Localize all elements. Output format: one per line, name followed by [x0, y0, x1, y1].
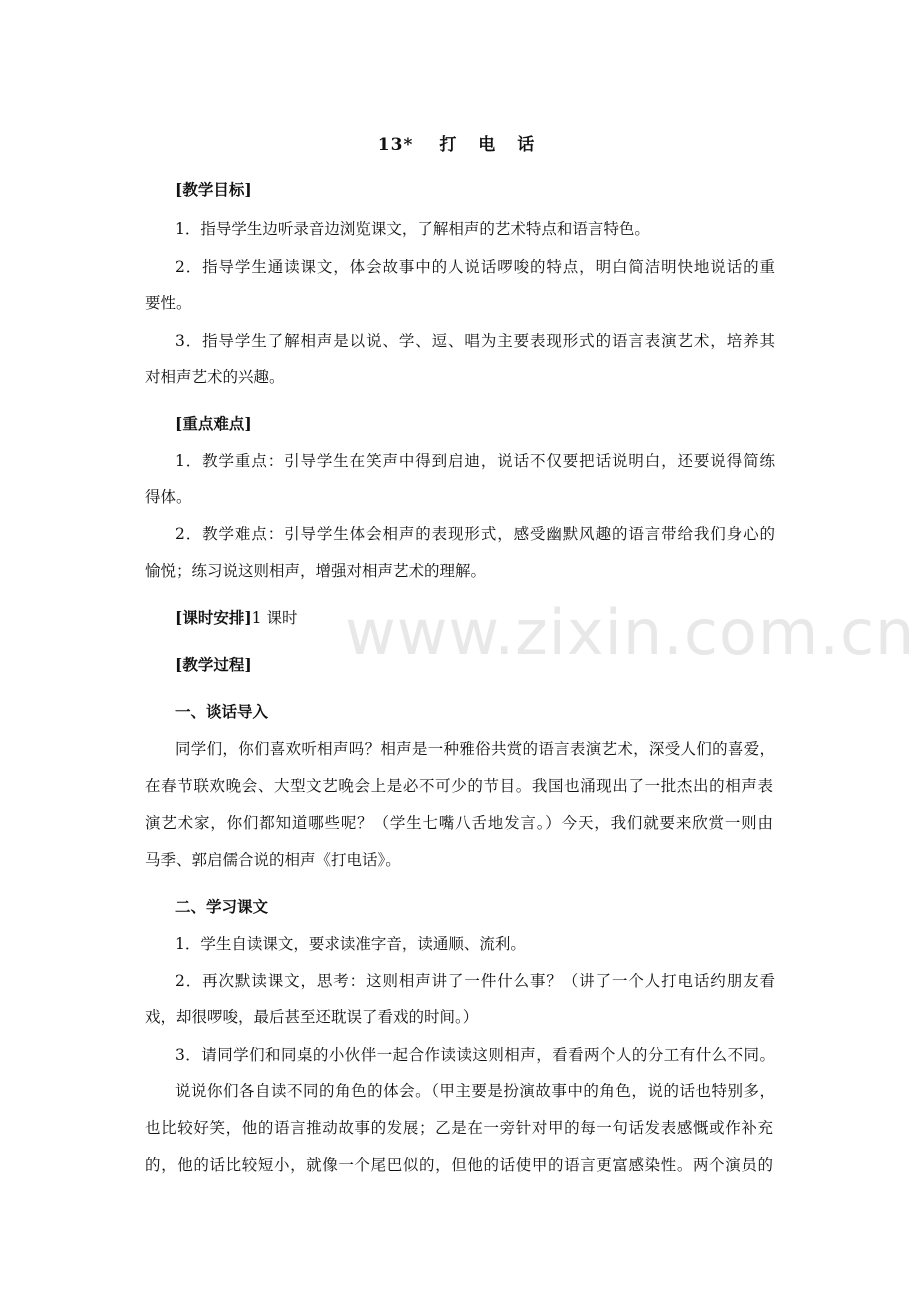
watermark: www.zixin.com.cn: [345, 596, 916, 669]
section-2-heading: 二、学习课文: [175, 897, 269, 916]
section-1-paragraph-line-2: 在春节联欢晚会、大型文艺晚会上是必不可少的节目。我国也涌现出了一批杰出的相声表: [145, 777, 773, 795]
goals-item-3-line-2: 对相声艺术的兴趣。: [145, 368, 285, 386]
keypoints-item-1-line-1: 1．教学重点：引导学生在笑声中得到启迪，说话不仅要把话说明白，还要说得简练: [175, 452, 775, 470]
goals-item-2-line-1: 2．指导学生通读课文，体会故事中的人说话啰唆的特点，明白简洁明快地说话的重: [175, 258, 775, 276]
goals-heading: [教学目标]: [175, 180, 252, 199]
keypoints-item-1-line-2: 得体。: [145, 488, 192, 506]
process-heading: [教学过程]: [175, 655, 252, 674]
goals-item-1: 1．指导学生边听录音边浏览课文，了解相声的艺术特点和语言特色。: [175, 220, 650, 238]
section-2-item-3: 3．请同学们和同桌的小伙伴一起合作读读这则相声，看看两个人的分工有什么不同。: [175, 1046, 775, 1064]
section-2-paragraph-line-2: 也比较好笑，他的语言推动故事的发展；乙是在一旁针对甲的每一句话发表感慨或作补充: [145, 1119, 773, 1137]
goals-item-2-line-2: 要性。: [145, 294, 192, 312]
section-1-heading: 一、谈话导入: [175, 702, 269, 721]
schedule-value: 1 课时: [251, 609, 298, 627]
page-title: [0, 130, 920, 155]
goals-item-3-line-1: 3．指导学生了解相声是以说、学、逗、唱为主要表现形式的语言表演艺术，培养其: [175, 332, 775, 350]
section-1-paragraph-line-1: 同学们，你们喜欢听相声吗？相声是一种雅俗共赏的语言表演艺术，深受人们的喜爱，: [175, 740, 775, 758]
section-2-item-1: 1．学生自读课文，要求读准字音，读通顺、流利。: [175, 935, 526, 953]
section-2-paragraph-line-1: 说说你们各自读不同的角色的体会。（甲主要是扮演故事中的角色，说的话也特别多，: [175, 1082, 775, 1100]
keypoints-item-2-line-1: 2．教学难点：引导学生体会相声的表现形式，感受幽默风趣的语言带给我们身心的: [175, 525, 775, 543]
section-1-paragraph-line-4: 马季、郭启儒合说的相声《打电话》。: [145, 851, 401, 869]
section-2-item-2-line-1: 2．再次默读课文，思考：这则相声讲了一件什么事？（讲了一个人打电话约朋友看: [175, 972, 775, 990]
keypoints-heading: [重点难点]: [175, 414, 252, 433]
schedule-heading: [课时安排]: [175, 608, 252, 627]
schedule-row: [175, 608, 775, 628]
lesson-number: 13*: [377, 135, 414, 155]
keypoints-item-2-line-2: 愉悦；练习说这则相声，增强对相声艺术的理解。: [145, 562, 487, 580]
section-1-paragraph-line-3: 演艺术家，你们都知道哪些呢？（学生七嘴八舌地发言。）今天，我们就要来欣赏一则由: [145, 814, 773, 832]
lesson-title: 打 电 话: [439, 135, 543, 155]
section-2-paragraph-line-3: 的，他的话比较短小，就像一个尾巴似的，但他的话使甲的语言更富感染性。两个演员的: [145, 1156, 773, 1174]
section-2-item-2-line-2: 戏，却很啰唆，最后甚至还耽误了看戏的时间。）: [145, 1008, 479, 1026]
